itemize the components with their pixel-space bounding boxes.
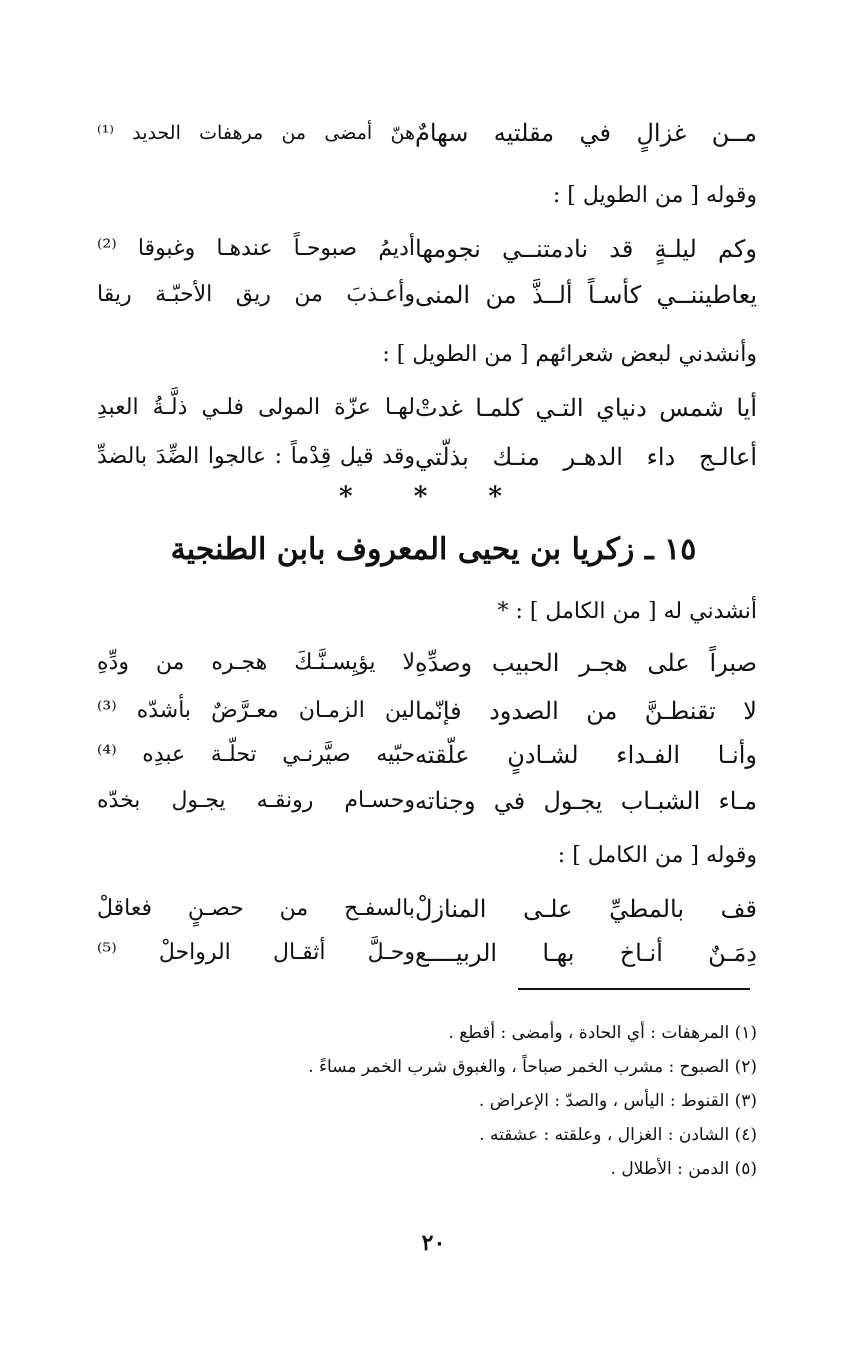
verse-hemistich-first: دِمَـنٌ أنـاخ بهـا الربيــــع xyxy=(415,939,757,967)
page-number: ٢٠ xyxy=(421,1230,446,1256)
verse-line xyxy=(97,686,757,736)
verse-line xyxy=(97,108,757,158)
footnote: (٣) القنوط : اليأس ، والصدّ : الإعراض . xyxy=(478,1091,757,1111)
verse-line xyxy=(97,884,757,934)
footnote: (٢) الصبوح : مشرب الخمر صباحاً ، والغبوق شرب الخمر مساءً . xyxy=(308,1057,757,1077)
verse-hemistich-first: وأنـا الفـداء لشـادنٍ علّقته xyxy=(415,741,757,769)
verse-hemistich-first: مـاء الشبـاب يجـول في وجناته xyxy=(415,787,757,815)
verse-hemistich-first: قف بالمطيِّ علـى المنازلْ xyxy=(415,895,757,923)
poem-intro-heading: أنشدني له [ من الكامل ] : * xyxy=(497,599,757,624)
verse-line xyxy=(97,638,757,688)
verse-hemistich-first: صبراً على هجـر الحبيب وصدِّهِ xyxy=(415,649,757,677)
verse-hemistich-second: هنّ أمضى من مرهفات الحديد ⁽¹⁾ xyxy=(97,122,415,144)
section-divider-stars: * * * xyxy=(339,482,528,512)
verse-line xyxy=(97,224,757,274)
verse-hemistich-first: وكم ليلـةٍ قد نادمتنــي نجومها xyxy=(415,235,757,263)
verse-hemistich-second: وأعـذبَ من ريق الأحبّـة ريقا xyxy=(97,282,415,307)
verse-hemistich-second: بالسفـح من حصـنٍ فعاقلْ xyxy=(97,896,415,921)
verse-line xyxy=(97,432,757,482)
verse-hemistich-second: وحسـام رونقـه يجـول بخدّه xyxy=(97,788,415,813)
poem-intro-heading: وقوله [ من الطويل ] : xyxy=(552,183,757,208)
verse-line xyxy=(97,383,757,433)
verse-hemistich-second: وقد قيل قِدْماً : عالجوا الضِّدَ بالضدِّ xyxy=(97,444,415,469)
verse-hemistich-first: أيا شمس دنياي التـي كلمـا غدتْ xyxy=(415,394,757,422)
verse-hemistich-first: يعاطيننــي كأسـاً ألــذَّ من المنى xyxy=(415,281,757,309)
footnote: (٥) الدمن : الأطلال . xyxy=(610,1159,757,1179)
verse-hemistich-second: أديمُ صبوحـاً عندهـا وغبوقا ⁽²⁾ xyxy=(97,236,415,261)
verse-hemistich-first: أعالـج داء الدهـر منـك بذلّتي xyxy=(415,443,757,471)
verse-hemistich-first: لا تقنطـنَّ من الصدود فإنّما xyxy=(415,697,757,725)
verse-hemistich-second: حبّيه صيَّرنـي تحلّـة عبدِه ⁽⁴⁾ xyxy=(97,742,415,767)
footnote: (١) المرهفات : أي الحادة ، وأمضى : أقطع . xyxy=(448,1023,757,1043)
verse-hemistich-second: لا يؤيِسـنَّـكَ هجـره من ودِّهِ xyxy=(97,650,415,675)
poem-intro-heading: وأنشدني لبعض شعرائهم [ من الطويل ] : xyxy=(382,342,757,367)
verse-hemistich-second: لين الزمـان معـرَّضٌ بأشدّه ⁽³⁾ xyxy=(97,698,415,723)
verse-line xyxy=(97,730,757,780)
verse-line xyxy=(97,776,757,826)
verse-hemistich-first: مــن غزالٍ في مقلتيه سهامٌ xyxy=(415,119,757,147)
verse-line xyxy=(97,928,757,978)
footnote-separator xyxy=(518,988,750,990)
footnote: (٤) الشادن : الغزال ، وعلقته : عشقته . xyxy=(479,1125,757,1145)
verse-hemistich-second: لهـا عزّة المولى فلـي ذلَّـةُ العبدِ xyxy=(97,395,415,420)
verse-hemistich-second: وحـلَّ أثقـال الرواحلْ ⁽⁵⁾ xyxy=(97,940,415,965)
poem-intro-heading: وقوله [ من الكامل ] : xyxy=(557,843,757,868)
verse-line xyxy=(97,270,757,320)
section-title: ١٥ ـ زكريا بن يحيى المعروف بابن الطنجية xyxy=(170,532,697,567)
